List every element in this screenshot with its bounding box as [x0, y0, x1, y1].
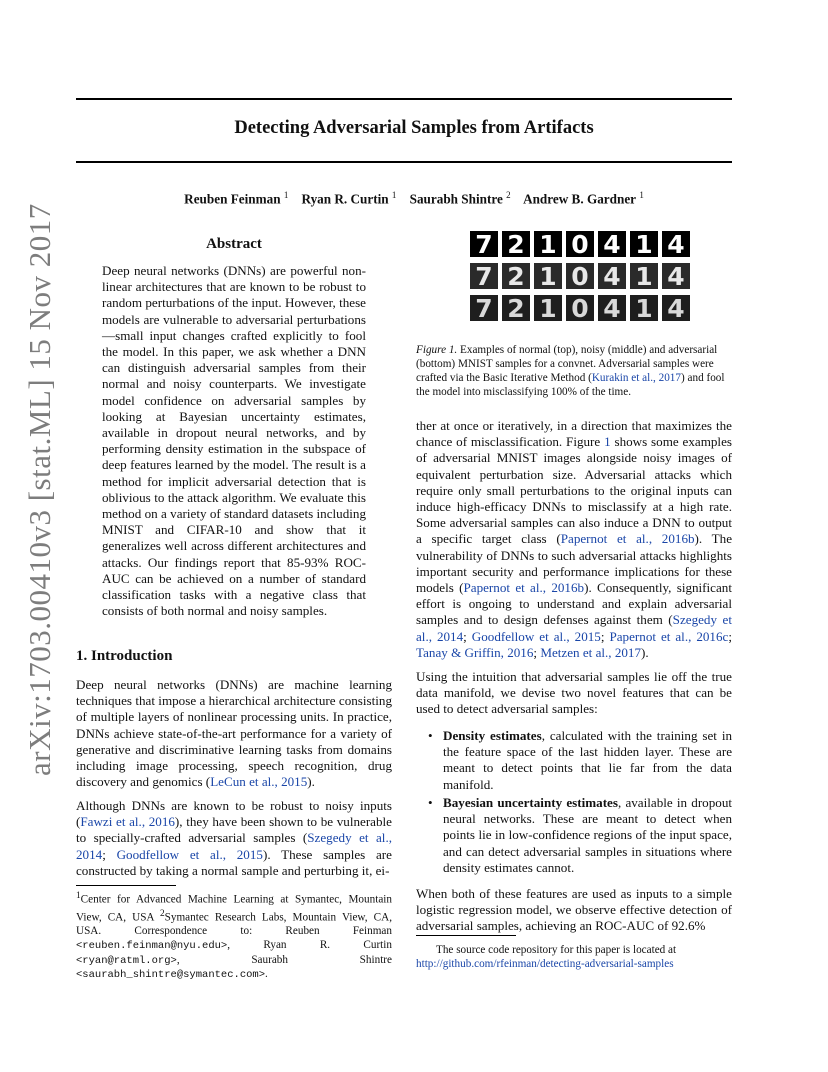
digit-image: 7 — [470, 295, 498, 321]
arxiv-stamp: arXiv:1703.00410v3 [stat.ML] 15 Nov 2017 — [22, 203, 57, 776]
paragraph-text: ), they have been shown to be vulnerable to specially-crafted adversarial samples ( — [76, 814, 392, 846]
paper-title: Detecting Adversarial Samples from Artifacts — [234, 118, 594, 138]
figure-caption — [416, 343, 732, 399]
footnote-text: , Saurabh Shintre — [176, 953, 392, 966]
paragraph-text: ther at once or iteratively, in a direction that maximizes the chance of misclassification. Figure — [416, 418, 732, 450]
digit-image: 4 — [662, 263, 690, 289]
footnote-mark: 1 — [76, 891, 81, 901]
digit-image: 2 — [502, 295, 530, 321]
citation-link[interactable]: Tanay & Griffin, 2016 — [416, 644, 534, 660]
digit-image: 0 — [566, 295, 594, 321]
digit-image: 1 — [630, 231, 658, 257]
digit-image: 2 — [502, 231, 530, 257]
author-name: Ryan R. Curtin — [301, 191, 389, 207]
digit-image: 7 — [470, 231, 498, 257]
digit-image: 4 — [598, 231, 626, 257]
footnote-mark: 2 — [159, 908, 165, 919]
intro-paragraph-1 — [76, 677, 392, 790]
footnote-text: Center for Advanced Machine Learning at Symantec, Mountain View, CA, USA — [76, 893, 392, 924]
bullet-bayesian — [428, 795, 732, 876]
citation-link[interactable]: Metzen et al., 2017 — [540, 644, 642, 660]
author-affiliation: 1 — [639, 190, 644, 200]
abstract-text: Deep neural networks (DNNs) are powerful non-linear architectures that are known to be robust to random perturbations of the input. However, these models are vulnerable to adversarial perturbations—small input changes crafted explicitly to fool the model. In this paper, we ask whether a DNN can distinguish adversarial samples from their normal and noisy counterparts. We investigate model confidence on adversarial samples by looking at Bayesian uncertainty estimates, available in dropout neural networks, and by performing density estimation in the subspace of deep features learned by the model. The result is a method for implicit adversarial detection that is oblivious to the attack algorithm. We evaluate this method on a variety of standard datasets including MNIST and CIFAR-10 and show that it generalizes well across different architectures and attacks. Our findings report that 85-93% ROC-AUC can be achieved on a number of standard classification tasks with a negative class that consists of both normal and noisy samples. — [102, 263, 366, 619]
digit-row-adversarial — [470, 295, 698, 321]
digit-image: 4 — [598, 295, 626, 321]
citation-link[interactable]: Goodfellow et al., 2015 — [116, 846, 263, 862]
paragraph-text: Although DNNs are known to be robust to noisy inputs ( — [76, 798, 392, 830]
author-name: Saurabh Shintre — [409, 191, 503, 207]
footnote-rule — [416, 935, 516, 936]
abstract-heading: Abstract — [206, 236, 262, 252]
bullet-text: , available in dropout neural networks. These are meant to detect when points lie in low-confidence regions of the input space, and can detect adversarial samples in situations where density estimates cannot. — [443, 795, 733, 875]
paragraph-text: ). — [307, 774, 315, 790]
citation-link[interactable]: Papernot et al., 2016c — [609, 628, 729, 644]
citation-link[interactable]: Papernot et al., 2016b — [560, 531, 695, 547]
bullet-density — [428, 728, 732, 793]
digit-image: 7 — [470, 263, 498, 289]
paragraph-text: Deep neural networks (DNNs) are machine learning techniques that impose a hierarchical architecture consisting of multiple layers of nonlinear processing units. In practice, DNNs achieve state-of-the-art performance for a variety of generative and discriminative learning tasks from domains including image processing, speech recognition, drug discovery and genomics ( — [76, 677, 392, 790]
caption-text: Examples of normal (top), noisy (middle) and adversarial (bottom) MNIST samples for a convnet. Adversarial samples were crafted via the Basic Iterative Method ( — [416, 344, 718, 384]
intro-paragraph-2 — [76, 798, 392, 879]
footnote-text: The source code repository for this paper is located at — [436, 944, 677, 956]
author-affiliation: 1 — [391, 190, 397, 200]
digit-image: 4 — [662, 231, 690, 257]
email-address: <saurabh_shintre@symantec.com> — [76, 969, 266, 982]
paragraph-text: ). Consequently, significant effort is ongoing to understand and explain adversarial samples and to design defenses against them ( — [416, 580, 732, 628]
right-paragraph-2: Using the intuition that adversarial samples lie off the true data manifold, we devise two novel features that can be used to detect adversarial samples: — [416, 669, 732, 717]
paragraph-text: ). The vulnerability of DNNs to such adversarial attacks highlights important security and performance implications for these models ( — [416, 531, 732, 596]
citation-link[interactable]: Szegedy et al., 2014 — [76, 830, 392, 862]
footnote-rule — [76, 885, 176, 886]
digit-image: 0 — [566, 231, 594, 257]
citation-link[interactable]: LeCun et al., 2015 — [210, 774, 308, 790]
code-footnote — [416, 943, 732, 971]
citation-link[interactable]: Goodfellow et al., 2015 — [471, 628, 601, 644]
digit-image: 1 — [630, 263, 658, 289]
citation-link[interactable]: Papernot et al., 2016b — [463, 580, 585, 596]
email-address: <reuben.feinman@nyu.edu> — [76, 939, 228, 952]
author-affiliation: 1 — [283, 190, 289, 200]
digit-image: 1 — [630, 295, 658, 321]
digit-image: 0 — [566, 263, 594, 289]
paragraph-text: ). — [641, 644, 649, 660]
digit-row-noisy — [470, 263, 698, 289]
digit-image: 4 — [662, 295, 690, 321]
caption-label: Figure 1. — [416, 344, 458, 356]
paragraph-text: shows some examples of adversarial MNIST images alongside noisy images of equivalent perturbation size. Adversarial attacks which require only small perturbations to the original inputs can induce high-efficacy DNNs to misclassify at a high rate. Some adversarial samples can also induce a DNN to output a specific target class ( — [416, 434, 732, 547]
right-paragraph-3: When both of these features are used as inputs to a simple logistic regression model, we observe effective detection of adversarial samples, achieving an ROC-AUC of 92.6% — [416, 886, 732, 934]
citation-link[interactable]: Fawzi et al., 2016 — [80, 814, 175, 830]
citation-link[interactable]: Szegedy et al., 2014 — [416, 612, 732, 644]
footnote-text: . — [265, 968, 268, 981]
digit-image: 2 — [502, 263, 530, 289]
digit-image: 1 — [534, 231, 562, 257]
citation-link[interactable]: Kurakin et al., 2017 — [591, 372, 681, 384]
digit-image: 1 — [534, 263, 562, 289]
bullet-text: , calculated with the training set in the feature space of the last hidden layer. These are meant to detect points that lie far from the data manifold. — [443, 728, 733, 792]
bullet-list — [428, 728, 732, 793]
top-rule — [76, 98, 732, 100]
author-name: Reuben Feinman — [184, 191, 281, 207]
title-rule — [76, 161, 732, 163]
paragraph-text: ; — [102, 846, 117, 862]
author-list — [0, 190, 828, 207]
figure-mnist-samples — [470, 231, 698, 327]
paragraph-text: ). These samples are constructed by taking a normal sample and perturbing it, ei- — [76, 846, 392, 878]
footnote-text: Symantec Research Labs, Mountain View, CA, USA. Correspondence to: Reuben Feinman — [76, 911, 392, 938]
right-paragraph-1: ther at once or iteratively, in a direction that maximizes the chance of misclassification. Figure 1 shows some examples of adversarial MNIST images alongside noisy images of equivalent perturbation size. Adversarial attacks which require only small perturbations to the original inputs can induce high-efficacy DNNs to misclassify at a high rate. Some adversarial samples can also induce a DNN to output a specific target class (Papernot et al., 2016b). The vulnerability of DNNs to such adversarial attacks highlights important security and performance implications for these models (Papernot et al., 2016b). Consequently, significant effort is ongoing to understand and explain adversarial samples and to design defenses against them (Szegedy et al., 2014; Goodfellow et al., 2015; Papernot et al., 2016c; Tanay & Griffin, 2016; Metzen et al., 2017). — [416, 418, 732, 660]
email-address: <ryan@ratml.org> — [76, 954, 177, 967]
author-affiliation: 2 — [506, 190, 511, 200]
figure-ref-link[interactable]: 1 — [604, 434, 611, 450]
digit-row-normal — [470, 231, 698, 257]
caption-text: ) and fool the model into misclassifying 100% of the time. — [416, 372, 725, 398]
bullet-term: Bayesian uncertainty estimates — [443, 795, 618, 810]
digit-image: 4 — [598, 263, 626, 289]
author-name: Andrew B. Gardner — [523, 191, 637, 207]
affiliation-footnote — [76, 890, 392, 983]
repository-link[interactable]: http://github.com/rfeinman/detecting-adversarial-samples — [416, 958, 674, 970]
footnote-text: , Ryan R. Curtin — [227, 938, 392, 951]
digit-image: 1 — [534, 295, 562, 321]
section-heading: 1. Introduction — [76, 648, 173, 664]
bullet-list — [428, 795, 732, 876]
bullet-term: Density estimates — [443, 728, 542, 743]
